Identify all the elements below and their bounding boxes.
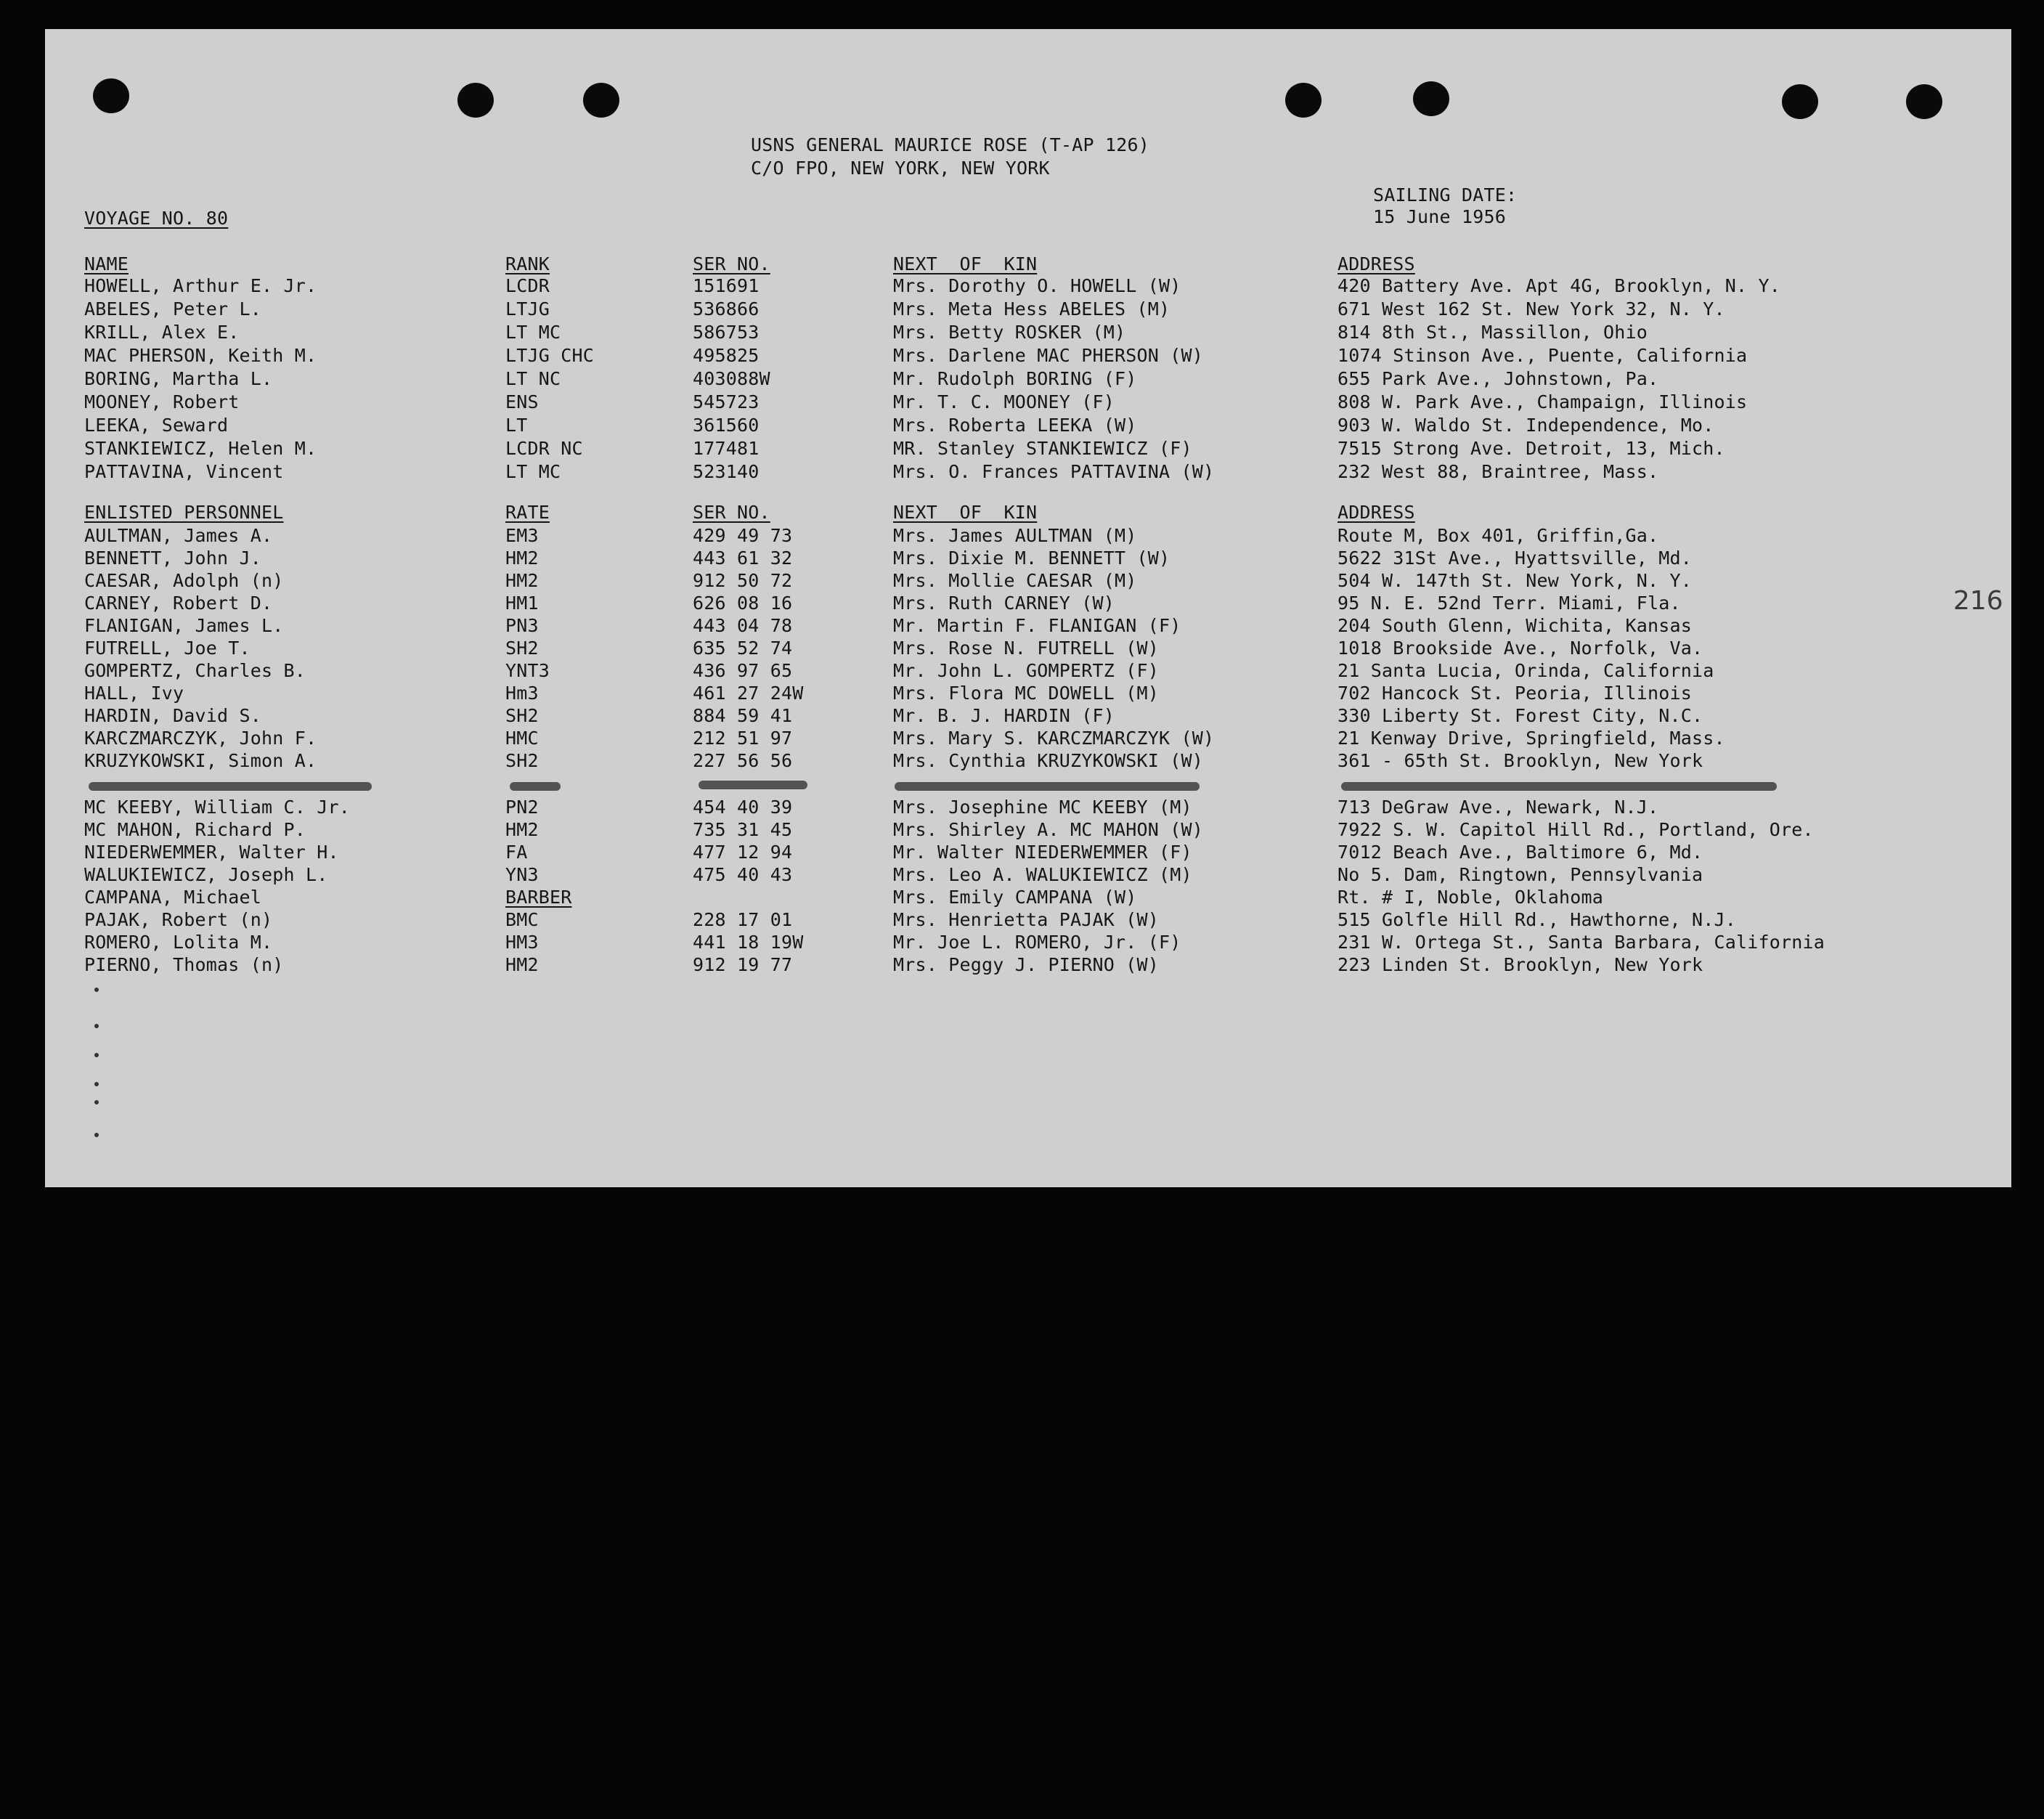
officer-name: KRILL, Alex E. [84, 322, 240, 343]
column-header-rate: RATE [505, 502, 550, 523]
sailing-date: 15 June 1956 [1373, 206, 1507, 227]
enlisted-next-of-kin: Mrs. Mollie CAESAR (M) [893, 570, 1137, 591]
officer-name: MAC PHERSON, Keith M. [84, 345, 317, 366]
officer-rank: LT MC [505, 461, 561, 482]
officer-ser-no: 495825 [693, 345, 760, 366]
officer-name: MOONEY, Robert [84, 391, 240, 412]
enlisted-address: 515 Golfle Hill Rd., Hawthorne, N.J. [1337, 909, 1737, 930]
smudge-mark [699, 781, 807, 789]
enlisted-name: KARCZMARCZYK, John F. [84, 728, 317, 749]
enlisted-address: 95 N. E. 52nd Terr. Miami, Fla. [1337, 593, 1681, 614]
margin-mark [94, 1024, 99, 1028]
enlisted-name: PAJAK, Robert (n) [84, 909, 273, 930]
enlisted-name: NIEDERWEMMER, Walter H. [84, 842, 339, 863]
enlisted-rate: SH2 [505, 750, 539, 771]
enlisted-ser-no: 227 56 56 [693, 750, 793, 771]
enlisted-name: ROMERO, Lolita M. [84, 932, 273, 953]
officer-address: 7515 Strong Ave. Detroit, 13, Mich. [1337, 438, 1725, 459]
enlisted-ser-no: 443 61 32 [693, 548, 793, 569]
enlisted-address: 7922 S. W. Capitol Hill Rd., Portland, Ore. [1337, 819, 1814, 840]
officer-name: STANKIEWICZ, Helen M. [84, 438, 317, 459]
enlisted-address: 21 Kenway Drive, Springfield, Mass. [1337, 728, 1725, 749]
officer-rank: LTJG CHC [505, 345, 595, 366]
punch-hole [457, 83, 494, 118]
sailing-date-label: SAILING DATE: [1373, 184, 1518, 205]
column-header-address: ADDRESS [1337, 502, 1415, 523]
punch-hole [1782, 84, 1818, 119]
enlisted-name: HALL, Ivy [84, 683, 184, 704]
enlisted-address: 21 Santa Lucia, Orinda, California [1337, 660, 1714, 681]
officer-next-of-kin: Mr. T. C. MOONEY (F) [893, 391, 1115, 412]
officer-rank: LT MC [505, 322, 561, 343]
document-sheet [45, 29, 2011, 1187]
enlisted-rate: FA [505, 842, 528, 863]
officer-address: 655 Park Ave., Johnstown, Pa. [1337, 368, 1659, 389]
enlisted-address: 204 South Glenn, Wichita, Kansas [1337, 615, 1693, 636]
enlisted-next-of-kin: Mrs. Mary S. KARCZMARCZYK (W) [893, 728, 1215, 749]
column-header-name: NAME [84, 253, 129, 274]
enlisted-name: KRUZYKOWSKI, Simon A. [84, 750, 317, 771]
enlisted-rate: YNT3 [505, 660, 550, 681]
enlisted-ser-no: 436 97 65 [693, 660, 793, 681]
enlisted-rate: SH2 [505, 638, 539, 659]
punch-hole [93, 78, 129, 113]
enlisted-ser-no: 212 51 97 [693, 728, 793, 749]
enlisted-name: MC MAHON, Richard P. [84, 819, 306, 840]
officer-rank: LCDR [505, 275, 550, 296]
officer-ser-no: 151691 [693, 275, 760, 296]
officer-ser-no: 545723 [693, 391, 760, 412]
enlisted-rate: YN3 [505, 864, 539, 885]
enlisted-ser-no: 461 27 24W [693, 683, 804, 704]
enlisted-next-of-kin: Mrs. Leo A. WALUKIEWICZ (M) [893, 864, 1192, 885]
officer-address: 814 8th St., Massillon, Ohio [1337, 322, 1648, 343]
officer-name: ABELES, Peter L. [84, 298, 262, 320]
officer-next-of-kin: Mr. Rudolph BORING (F) [893, 368, 1137, 389]
officer-rank: LTJG [505, 298, 550, 320]
officer-ser-no: 361560 [693, 415, 760, 436]
officer-ser-no: 536866 [693, 298, 760, 320]
officer-address: 671 West 162 St. New York 32, N. Y. [1337, 298, 1725, 320]
officer-rank: LCDR NC [505, 438, 583, 459]
enlisted-ser-no: 884 59 41 [693, 705, 793, 726]
enlisted-name: HARDIN, David S. [84, 705, 262, 726]
officer-next-of-kin: Mrs. Darlene MAC PHERSON (W) [893, 345, 1204, 366]
enlisted-name: MC KEEBY, William C. Jr. [84, 797, 351, 818]
officer-rank: LT NC [505, 368, 561, 389]
officer-next-of-kin: Mrs. Meta Hess ABELES (M) [893, 298, 1170, 320]
column-header-rank: RANK [505, 253, 550, 274]
officer-next-of-kin: Mrs. O. Frances PATTAVINA (W) [893, 461, 1215, 482]
enlisted-rate: HM2 [505, 954, 539, 975]
enlisted-ser-no: 912 19 77 [693, 954, 793, 975]
officer-name: HOWELL, Arthur E. Jr. [84, 275, 317, 296]
punch-hole [1285, 83, 1322, 118]
ship-name: USNS GENERAL MAURICE ROSE (T-AP 126) [751, 134, 1150, 155]
margin-mark [94, 1082, 99, 1086]
punch-hole [1906, 84, 1942, 119]
enlisted-next-of-kin: Mr. B. J. HARDIN (F) [893, 705, 1115, 726]
enlisted-next-of-kin: Mrs. Peggy J. PIERNO (W) [893, 954, 1160, 975]
margin-mark [94, 988, 99, 992]
enlisted-next-of-kin: Mr. Martin F. FLANIGAN (F) [893, 615, 1181, 636]
enlisted-rate: HM2 [505, 548, 539, 569]
enlisted-address: 504 W. 147th St. New York, N. Y. [1337, 570, 1693, 591]
enlisted-rate: HM3 [505, 932, 539, 953]
enlisted-ser-no: 429 49 73 [693, 525, 793, 546]
enlisted-next-of-kin: Mrs. Emily CAMPANA (W) [893, 887, 1137, 908]
column-header-ser-no: SER NO. [693, 502, 770, 523]
officer-address: 232 West 88, Braintree, Mass. [1337, 461, 1659, 482]
column-header-address: ADDRESS [1337, 253, 1415, 274]
enlisted-address: 702 Hancock St. Peoria, Illinois [1337, 683, 1693, 704]
enlisted-address: Route M, Box 401, Griffin,Ga. [1337, 525, 1659, 546]
enlisted-rate: EM3 [505, 525, 539, 546]
enlisted-rate: BMC [505, 909, 539, 930]
officer-ser-no: 177481 [693, 438, 760, 459]
page-number: 216 [1953, 586, 2003, 616]
smudge-mark [895, 782, 1200, 791]
officer-rank: LT [505, 415, 528, 436]
enlisted-next-of-kin: Mrs. Flora MC DOWELL (M) [893, 683, 1160, 704]
enlisted-ser-no: 441 18 19W [693, 932, 804, 953]
enlisted-ser-no: 735 31 45 [693, 819, 793, 840]
punch-hole [583, 83, 619, 118]
voyage-number: VOYAGE NO. 80 [84, 208, 229, 229]
enlisted-ser-no: 228 17 01 [693, 909, 793, 930]
enlisted-address: 361 - 65th St. Brooklyn, New York [1337, 750, 1703, 771]
enlisted-name: CAMPANA, Michael [84, 887, 262, 908]
enlisted-rate: PN2 [505, 797, 539, 818]
officer-address: 1074 Stinson Ave., Puente, California [1337, 345, 1748, 366]
enlisted-address: 231 W. Ortega St., Santa Barbara, California [1337, 932, 1825, 953]
enlisted-address: Rt. # I, Noble, Oklahoma [1337, 887, 1604, 908]
enlisted-next-of-kin: Mrs. James AULTMAN (M) [893, 525, 1137, 546]
enlisted-name: CARNEY, Robert D. [84, 593, 273, 614]
officer-rank: ENS [505, 391, 539, 412]
officer-name: PATTAVINA, Vincent [84, 461, 284, 482]
officer-next-of-kin: Mrs. Roberta LEEKA (W) [893, 415, 1137, 436]
enlisted-name: AULTMAN, James A. [84, 525, 273, 546]
enlisted-next-of-kin: Mr. John L. GOMPERTZ (F) [893, 660, 1160, 681]
officer-next-of-kin: MR. Stanley STANKIEWICZ (F) [893, 438, 1192, 459]
enlisted-ser-no: 626 08 16 [693, 593, 793, 614]
enlisted-rate: Hm3 [505, 683, 539, 704]
enlisted-rate: HM1 [505, 593, 539, 614]
enlisted-ser-no: 443 04 78 [693, 615, 793, 636]
enlisted-ser-no: 912 50 72 [693, 570, 793, 591]
officer-ser-no: 523140 [693, 461, 760, 482]
enlisted-address: 330 Liberty St. Forest City, N.C. [1337, 705, 1703, 726]
enlisted-rate: HM2 [505, 570, 539, 591]
smudge-mark [510, 782, 561, 791]
enlisted-name: WALUKIEWICZ, Joseph L. [84, 864, 328, 885]
enlisted-next-of-kin: Mrs. Dixie M. BENNETT (W) [893, 548, 1170, 569]
officer-next-of-kin: Mrs. Dorothy O. HOWELL (W) [893, 275, 1181, 296]
margin-mark [94, 1100, 99, 1104]
enlisted-address: No 5. Dam, Ringtown, Pennsylvania [1337, 864, 1703, 885]
enlisted-name: GOMPERTZ, Charles B. [84, 660, 306, 681]
column-header-next-of-kin: NEXT OF KIN [893, 253, 1038, 274]
enlisted-name: CAESAR, Adolph (n) [84, 570, 284, 591]
enlisted-name: BENNETT, John J. [84, 548, 262, 569]
enlisted-ser-no: 635 52 74 [693, 638, 793, 659]
enlisted-next-of-kin: Mrs. Shirley A. MC MAHON (W) [893, 819, 1204, 840]
enlisted-rate: HM2 [505, 819, 539, 840]
enlisted-ser-no: 454 40 39 [693, 797, 793, 818]
enlisted-rate: BARBER [505, 887, 572, 908]
enlisted-next-of-kin: Mrs. Cynthia KRUZYKOWSKI (W) [893, 750, 1204, 771]
column-header-next-of-kin: NEXT OF KIN [893, 502, 1038, 523]
officer-name: LEEKA, Seward [84, 415, 229, 436]
enlisted-next-of-kin: Mrs. Josephine MC KEEBY (M) [893, 797, 1192, 818]
officer-address: 420 Battery Ave. Apt 4G, Brooklyn, N. Y. [1337, 275, 1781, 296]
officer-ser-no: 586753 [693, 322, 760, 343]
enlisted-next-of-kin: Mr. Joe L. ROMERO, Jr. (F) [893, 932, 1181, 953]
margin-mark [94, 1053, 99, 1057]
enlisted-rate: PN3 [505, 615, 539, 636]
enlisted-name: PIERNO, Thomas (n) [84, 954, 284, 975]
enlisted-ser-no: 477 12 94 [693, 842, 793, 863]
margin-mark [94, 1133, 99, 1137]
enlisted-next-of-kin: Mrs. Henrietta PAJAK (W) [893, 909, 1160, 930]
enlisted-name: FUTRELL, Joe T. [84, 638, 251, 659]
officer-ser-no: 403088W [693, 368, 770, 389]
enlisted-next-of-kin: Mrs. Ruth CARNEY (W) [893, 593, 1115, 614]
enlisted-next-of-kin: Mr. Walter NIEDERWEMMER (F) [893, 842, 1192, 863]
officer-name: BORING, Martha L. [84, 368, 273, 389]
enlisted-address: 5622 31St Ave., Hyattsville, Md. [1337, 548, 1693, 569]
enlisted-rate: SH2 [505, 705, 539, 726]
enlisted-address: 223 Linden St. Brooklyn, New York [1337, 954, 1703, 975]
punch-hole [1413, 81, 1449, 116]
enlisted-address: 1018 Brookside Ave., Norfolk, Va. [1337, 638, 1703, 659]
enlisted-next-of-kin: Mrs. Rose N. FUTRELL (W) [893, 638, 1160, 659]
column-header-ser-no: SER NO. [693, 253, 770, 274]
enlisted-name: FLANIGAN, James L. [84, 615, 284, 636]
officer-address: 808 W. Park Ave., Champaign, Illinois [1337, 391, 1748, 412]
enlisted-rate: HMC [505, 728, 539, 749]
column-header-enlisted-personnel: ENLISTED PERSONNEL [84, 502, 284, 523]
enlisted-ser-no: 475 40 43 [693, 864, 793, 885]
smudge-mark [1341, 782, 1777, 791]
ship-address: C/O FPO, NEW YORK, NEW YORK [751, 158, 1050, 179]
smudge-mark [89, 782, 372, 791]
enlisted-address: 713 DeGraw Ave., Newark, N.J. [1337, 797, 1659, 818]
officer-address: 903 W. Waldo St. Independence, Mo. [1337, 415, 1714, 436]
enlisted-address: 7012 Beach Ave., Baltimore 6, Md. [1337, 842, 1703, 863]
officer-next-of-kin: Mrs. Betty ROSKER (M) [893, 322, 1126, 343]
